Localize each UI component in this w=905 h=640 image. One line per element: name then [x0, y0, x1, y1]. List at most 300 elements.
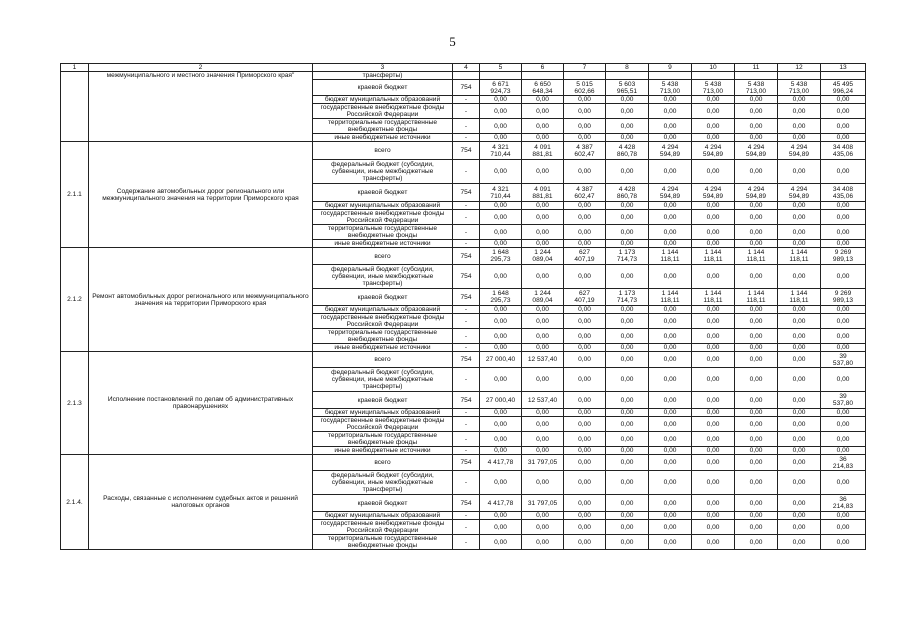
amount-cell: 0,00 [778, 119, 821, 134]
amount-cell: 0,00 [692, 202, 735, 210]
amount-cell: 0,00 [735, 417, 778, 432]
column-number: 6 [522, 64, 564, 72]
amount-cell: 0,00 [649, 409, 692, 417]
column-number: 3 [313, 64, 453, 72]
amount-cell: 0,00 [821, 202, 866, 210]
amount-cell: 0,00 [821, 134, 866, 142]
amount-cell: 0,00 [649, 392, 692, 409]
funding-source: федеральный бюджет (субсидии, субвенции, иные межбюджетные трансферты) [313, 471, 453, 495]
amount-cell: 0,00 [692, 210, 735, 225]
amount-cell: 0,00 [778, 344, 821, 352]
funding-source: трансферты) [313, 72, 453, 80]
budget-table [60, 63, 866, 550]
amount-cell: 0,00 [735, 392, 778, 409]
executor-code: - [453, 96, 480, 104]
executor-code: - [453, 329, 480, 344]
amount-cell: 0,00 [778, 471, 821, 495]
amount-cell: 0,00 [778, 535, 821, 550]
amount-cell: 0,00 [649, 96, 692, 104]
amount-cell: 0,00 [480, 535, 522, 550]
amount-cell: 0,00 [606, 119, 649, 134]
amount-cell: 6 671 924,73 [480, 80, 522, 96]
amount-cell: 0,00 [649, 512, 692, 520]
amount-cell: 0,00 [778, 314, 821, 329]
executor-code: - [453, 512, 480, 520]
amount-cell: 0,00 [522, 417, 564, 432]
executor-code: - [453, 306, 480, 314]
amount-cell: 0,00 [692, 535, 735, 550]
amount-cell: 0,00 [522, 409, 564, 417]
amount-cell: 0,00 [606, 104, 649, 119]
amount-cell: 0,00 [821, 225, 866, 240]
amount-cell: 0,00 [606, 96, 649, 104]
amount-cell: 0,00 [606, 455, 649, 471]
item-code: 2.1.4. [61, 455, 89, 550]
amount-cell: 4 417,78 [480, 455, 522, 471]
column-number: 13 [821, 64, 866, 72]
amount-cell: 0,00 [606, 432, 649, 447]
amount-cell: 0,00 [692, 119, 735, 134]
amount-cell: 0,00 [649, 432, 692, 447]
amount-cell: 1 144 118,11 [649, 289, 692, 306]
amount-cell: 0,00 [649, 104, 692, 119]
funding-source: территориальные государственные внебюджетные фонды [313, 329, 453, 344]
amount-cell [735, 72, 778, 80]
item-code: 2.1.2 [61, 248, 89, 352]
amount-cell: 0,00 [480, 344, 522, 352]
amount-cell: 1 144 118,11 [692, 248, 735, 265]
amount-cell: 0,00 [735, 202, 778, 210]
executor-code: - [453, 344, 480, 352]
amount-cell: 0,00 [778, 306, 821, 314]
amount-cell: 0,00 [735, 432, 778, 447]
amount-cell: 0,00 [649, 202, 692, 210]
executor-code: 754 [453, 80, 480, 96]
amount-cell [522, 72, 564, 80]
amount-cell: 0,00 [606, 306, 649, 314]
amount-cell: 0,00 [480, 520, 522, 535]
amount-cell: 0,00 [821, 432, 866, 447]
amount-cell [606, 72, 649, 80]
amount-cell: 0,00 [564, 119, 606, 134]
amount-cell: 0,00 [649, 314, 692, 329]
amount-cell: 4 387 602,47 [564, 142, 606, 160]
amount-cell: 4 294 594,89 [778, 184, 821, 202]
amount-cell [649, 72, 692, 80]
amount-cell: 36 214,83 [821, 455, 866, 471]
amount-cell: 0,00 [692, 520, 735, 535]
funding-source: государственные внебюджетные фонды Российской Федерации [313, 520, 453, 535]
amount-cell: 5 438 713,00 [649, 80, 692, 96]
executor-code: - [453, 409, 480, 417]
amount-cell: 0,00 [606, 512, 649, 520]
amount-cell: 0,00 [606, 409, 649, 417]
amount-cell: 4 091 881,81 [522, 184, 564, 202]
executor-code: - [453, 417, 480, 432]
funding-source: иные внебюджетные источники [313, 240, 453, 248]
amount-cell: 0,00 [692, 392, 735, 409]
amount-cell: 0,00 [480, 447, 522, 455]
amount-cell: 4 294 594,89 [778, 142, 821, 160]
amount-cell: 0,00 [778, 352, 821, 368]
amount-cell: 0,00 [692, 352, 735, 368]
amount-cell: 4 294 594,89 [649, 184, 692, 202]
amount-cell: 0,00 [606, 368, 649, 392]
funding-source: краевой бюджет [313, 392, 453, 409]
amount-cell: 12 537,40 [522, 392, 564, 409]
amount-cell: 0,00 [522, 344, 564, 352]
amount-cell: 0,00 [480, 432, 522, 447]
amount-cell: 0,00 [649, 225, 692, 240]
amount-cell: 0,00 [735, 447, 778, 455]
amount-cell [564, 72, 606, 80]
amount-cell: 0,00 [564, 202, 606, 210]
amount-cell: 0,00 [692, 432, 735, 447]
amount-cell: 0,00 [564, 240, 606, 248]
amount-cell: 0,00 [778, 455, 821, 471]
column-number: 11 [735, 64, 778, 72]
amount-cell: 0,00 [564, 210, 606, 225]
amount-cell: 0,00 [564, 160, 606, 184]
amount-cell: 0,00 [778, 96, 821, 104]
amount-cell: 1 144 118,11 [649, 248, 692, 265]
funding-source: бюджет муниципальных образований [313, 96, 453, 104]
amount-cell: 0,00 [522, 210, 564, 225]
amount-cell: 0,00 [480, 240, 522, 248]
funding-source: иные внебюджетные источники [313, 447, 453, 455]
table-row [61, 142, 866, 160]
amount-cell: 1 648 295,73 [480, 289, 522, 306]
amount-cell: 0,00 [564, 329, 606, 344]
amount-cell: 0,00 [606, 210, 649, 225]
amount-cell: 0,00 [821, 471, 866, 495]
amount-cell: 0,00 [821, 344, 866, 352]
amount-cell: 4 294 594,89 [692, 184, 735, 202]
amount-cell: 0,00 [649, 306, 692, 314]
executor-code: 754 [453, 265, 480, 289]
amount-cell: 4 294 594,89 [735, 142, 778, 160]
amount-cell: 0,00 [735, 265, 778, 289]
amount-cell: 4 091 881,81 [522, 142, 564, 160]
amount-cell: 0,00 [735, 160, 778, 184]
amount-cell: 0,00 [564, 447, 606, 455]
amount-cell: 0,00 [778, 225, 821, 240]
amount-cell: 4 417,78 [480, 495, 522, 512]
executor-code: 754 [453, 184, 480, 202]
amount-cell: 0,00 [778, 392, 821, 409]
funding-source: краевой бюджет [313, 80, 453, 96]
amount-cell: 0,00 [649, 495, 692, 512]
amount-cell: 0,00 [480, 409, 522, 417]
amount-cell: 0,00 [649, 455, 692, 471]
amount-cell: 0,00 [649, 368, 692, 392]
amount-cell: 0,00 [778, 512, 821, 520]
amount-cell: 0,00 [778, 495, 821, 512]
funding-source: государственные внебюджетные фонды Российской Федерации [313, 210, 453, 225]
amount-cell: 0,00 [692, 265, 735, 289]
amount-cell: 0,00 [649, 210, 692, 225]
amount-cell: 0,00 [480, 265, 522, 289]
amount-cell: 0,00 [522, 329, 564, 344]
amount-cell: 0,00 [735, 368, 778, 392]
amount-cell: 0,00 [692, 409, 735, 417]
amount-cell: 0,00 [606, 240, 649, 248]
column-number: 1 [61, 64, 89, 72]
amount-cell: 0,00 [522, 520, 564, 535]
amount-cell: 0,00 [692, 225, 735, 240]
page-number: 5 [449, 34, 456, 49]
amount-cell: 9 269 989,13 [821, 248, 866, 265]
amount-cell: 0,00 [564, 104, 606, 119]
amount-cell: 0,00 [522, 306, 564, 314]
column-number: 12 [778, 64, 821, 72]
amount-cell: 0,00 [564, 392, 606, 409]
column-number: 8 [606, 64, 649, 72]
amount-cell: 0,00 [564, 495, 606, 512]
amount-cell: 0,00 [778, 432, 821, 447]
executor-code: - [453, 520, 480, 535]
amount-cell: 0,00 [606, 471, 649, 495]
amount-cell: 0,00 [480, 96, 522, 104]
item-name: Содержание автомобильных дорог регионального или межмуниципального значения на территории Приморского края [89, 142, 313, 248]
amount-cell: 0,00 [735, 495, 778, 512]
amount-cell: 0,00 [692, 329, 735, 344]
item-code: 2.1.3 [61, 352, 89, 455]
amount-cell: 0,00 [821, 119, 866, 134]
amount-cell: 0,00 [821, 447, 866, 455]
funding-source: всего [313, 455, 453, 471]
funding-source: бюджет муниципальных образований [313, 512, 453, 520]
executor-code: - [453, 210, 480, 225]
funding-source: краевой бюджет [313, 184, 453, 202]
amount-cell: 1 144 118,11 [735, 289, 778, 306]
funding-source: федеральный бюджет (субсидии, субвенции, иные межбюджетные трансферты) [313, 265, 453, 289]
funding-source: иные внебюджетные источники [313, 344, 453, 352]
amount-cell: 0,00 [735, 134, 778, 142]
amount-cell: 0,00 [606, 134, 649, 142]
amount-cell: 0,00 [606, 535, 649, 550]
amount-cell: 0,00 [564, 134, 606, 142]
amount-cell: 0,00 [564, 352, 606, 368]
amount-cell: 0,00 [735, 314, 778, 329]
amount-cell: 0,00 [649, 417, 692, 432]
executor-code [453, 72, 480, 80]
amount-cell: 0,00 [480, 314, 522, 329]
amount-cell: 0,00 [821, 417, 866, 432]
amount-cell: 5 438 713,00 [692, 80, 735, 96]
amount-cell: 0,00 [692, 495, 735, 512]
amount-cell: 0,00 [821, 210, 866, 225]
column-number-row [61, 64, 866, 72]
amount-cell: 0,00 [522, 96, 564, 104]
executor-code: 754 [453, 289, 480, 306]
amount-cell: 27 000,40 [480, 352, 522, 368]
amount-cell: 1 173 714,73 [606, 289, 649, 306]
amount-cell: 0,00 [735, 344, 778, 352]
amount-cell: 0,00 [480, 306, 522, 314]
amount-cell: 0,00 [649, 134, 692, 142]
amount-cell: 0,00 [564, 409, 606, 417]
amount-cell: 1 144 118,11 [778, 289, 821, 306]
amount-cell: 0,00 [522, 202, 564, 210]
amount-cell: 0,00 [606, 392, 649, 409]
amount-cell: 0,00 [522, 432, 564, 447]
amount-cell: 0,00 [606, 265, 649, 289]
executor-code: - [453, 432, 480, 447]
executor-code: 754 [453, 352, 480, 368]
item-code: 2.1.1 [61, 142, 89, 248]
amount-cell: 39 537,80 [821, 352, 866, 368]
amount-cell: 0,00 [821, 520, 866, 535]
table-row [61, 352, 866, 368]
amount-cell: 0,00 [821, 409, 866, 417]
funding-source: государственные внебюджетные фонды Российской Федерации [313, 417, 453, 432]
amount-cell: 0,00 [649, 265, 692, 289]
executor-code: - [453, 368, 480, 392]
amount-cell: 0,00 [735, 352, 778, 368]
amount-cell: 0,00 [735, 535, 778, 550]
funding-source: территориальные государственные внебюджетные фонды [313, 119, 453, 134]
amount-cell: 0,00 [778, 265, 821, 289]
amount-cell: 4 321 710,44 [480, 184, 522, 202]
amount-cell: 0,00 [735, 512, 778, 520]
amount-cell: 0,00 [606, 314, 649, 329]
amount-cell: 0,00 [821, 368, 866, 392]
amount-cell: 0,00 [649, 344, 692, 352]
amount-cell: 0,00 [649, 352, 692, 368]
amount-cell: 0,00 [692, 160, 735, 184]
amount-cell: 0,00 [778, 240, 821, 248]
amount-cell: 0,00 [649, 447, 692, 455]
amount-cell: 0,00 [735, 520, 778, 535]
amount-cell: 0,00 [692, 447, 735, 455]
table-row [61, 72, 866, 80]
amount-cell: 0,00 [606, 417, 649, 432]
amount-cell: 0,00 [692, 368, 735, 392]
amount-cell: 0,00 [692, 471, 735, 495]
amount-cell: 0,00 [821, 104, 866, 119]
amount-cell: 0,00 [522, 240, 564, 248]
amount-cell: 1 144 118,11 [735, 248, 778, 265]
item-name: Исполнение постановлений по делам об административных правонарушениях [89, 352, 313, 455]
amount-cell: 0,00 [649, 240, 692, 248]
amount-cell [692, 72, 735, 80]
funding-source: государственные внебюджетные фонды Российской Федерации [313, 314, 453, 329]
executor-code: - [453, 314, 480, 329]
item-code [61, 72, 89, 142]
amount-cell: 31 797,05 [522, 455, 564, 471]
executor-code: - [453, 535, 480, 550]
amount-cell: 0,00 [692, 314, 735, 329]
funding-source: бюджет муниципальных образований [313, 409, 453, 417]
amount-cell: 0,00 [480, 134, 522, 142]
executor-code: 754 [453, 142, 480, 160]
executor-code: - [453, 225, 480, 240]
amount-cell: 34 408 435,06 [821, 184, 866, 202]
amount-cell: 627 407,19 [564, 289, 606, 306]
amount-cell: 0,00 [564, 455, 606, 471]
item-name: межмуниципального и местного значения Приморского края" [89, 72, 313, 142]
amount-cell: 0,00 [735, 96, 778, 104]
amount-cell: 0,00 [778, 210, 821, 225]
item-name: Расходы, связанные с исполнением судебных актов и решений налоговых органов [89, 455, 313, 550]
amount-cell: 4 294 594,89 [649, 142, 692, 160]
amount-cell: 1 173 714,73 [606, 248, 649, 265]
amount-cell: 0,00 [606, 495, 649, 512]
amount-cell: 0,00 [606, 344, 649, 352]
amount-cell: 1 144 118,11 [692, 289, 735, 306]
amount-cell [480, 72, 522, 80]
funding-source: всего [313, 352, 453, 368]
funding-source: федеральный бюджет (субсидии, субвенции, иные межбюджетные трансферты) [313, 160, 453, 184]
amount-cell: 0,00 [778, 134, 821, 142]
amount-cell: 0,00 [522, 225, 564, 240]
amount-cell: 0,00 [692, 344, 735, 352]
amount-cell: 1 648 295,73 [480, 248, 522, 265]
amount-cell: 5 438 713,00 [735, 80, 778, 96]
amount-cell: 0,00 [480, 202, 522, 210]
amount-cell: 0,00 [522, 471, 564, 495]
amount-cell: 0,00 [522, 160, 564, 184]
amount-cell: 0,00 [522, 104, 564, 119]
amount-cell: 0,00 [606, 520, 649, 535]
amount-cell: 0,00 [692, 96, 735, 104]
column-number: 7 [564, 64, 606, 72]
amount-cell: 4 428 860,78 [606, 184, 649, 202]
amount-cell: 0,00 [606, 160, 649, 184]
amount-cell: 4 294 594,89 [735, 184, 778, 202]
amount-cell: 0,00 [821, 265, 866, 289]
executor-code: - [453, 471, 480, 495]
amount-cell: 0,00 [649, 119, 692, 134]
amount-cell [778, 72, 821, 80]
amount-cell: 0,00 [821, 240, 866, 248]
amount-cell: 0,00 [522, 368, 564, 392]
amount-cell: 5 603 965,51 [606, 80, 649, 96]
amount-cell: 0,00 [778, 368, 821, 392]
amount-cell: 0,00 [778, 160, 821, 184]
amount-cell: 0,00 [778, 447, 821, 455]
amount-cell: 0,00 [606, 447, 649, 455]
funding-source: государственные внебюджетные фонды Российской Федерации [313, 104, 453, 119]
amount-cell [821, 72, 866, 80]
amount-cell: 0,00 [735, 210, 778, 225]
amount-cell: 0,00 [649, 329, 692, 344]
amount-cell: 5 438 713,00 [778, 80, 821, 96]
amount-cell: 0,00 [522, 447, 564, 455]
amount-cell: 39 537,80 [821, 392, 866, 409]
amount-cell: 0,00 [606, 352, 649, 368]
column-number: 10 [692, 64, 735, 72]
amount-cell: 0,00 [821, 512, 866, 520]
amount-cell: 12 537,40 [522, 352, 564, 368]
amount-cell: 0,00 [692, 512, 735, 520]
table-row [61, 248, 866, 265]
amount-cell: 0,00 [778, 417, 821, 432]
executor-code: - [453, 134, 480, 142]
column-number: 4 [453, 64, 480, 72]
funding-source: всего [313, 142, 453, 160]
executor-code: 754 [453, 248, 480, 265]
amount-cell: 0,00 [564, 471, 606, 495]
amount-cell: 0,00 [735, 471, 778, 495]
amount-cell: 0,00 [735, 329, 778, 344]
amount-cell: 0,00 [564, 368, 606, 392]
amount-cell: 0,00 [735, 225, 778, 240]
executor-code: - [453, 104, 480, 119]
amount-cell: 0,00 [692, 455, 735, 471]
funding-source: бюджет муниципальных образований [313, 202, 453, 210]
